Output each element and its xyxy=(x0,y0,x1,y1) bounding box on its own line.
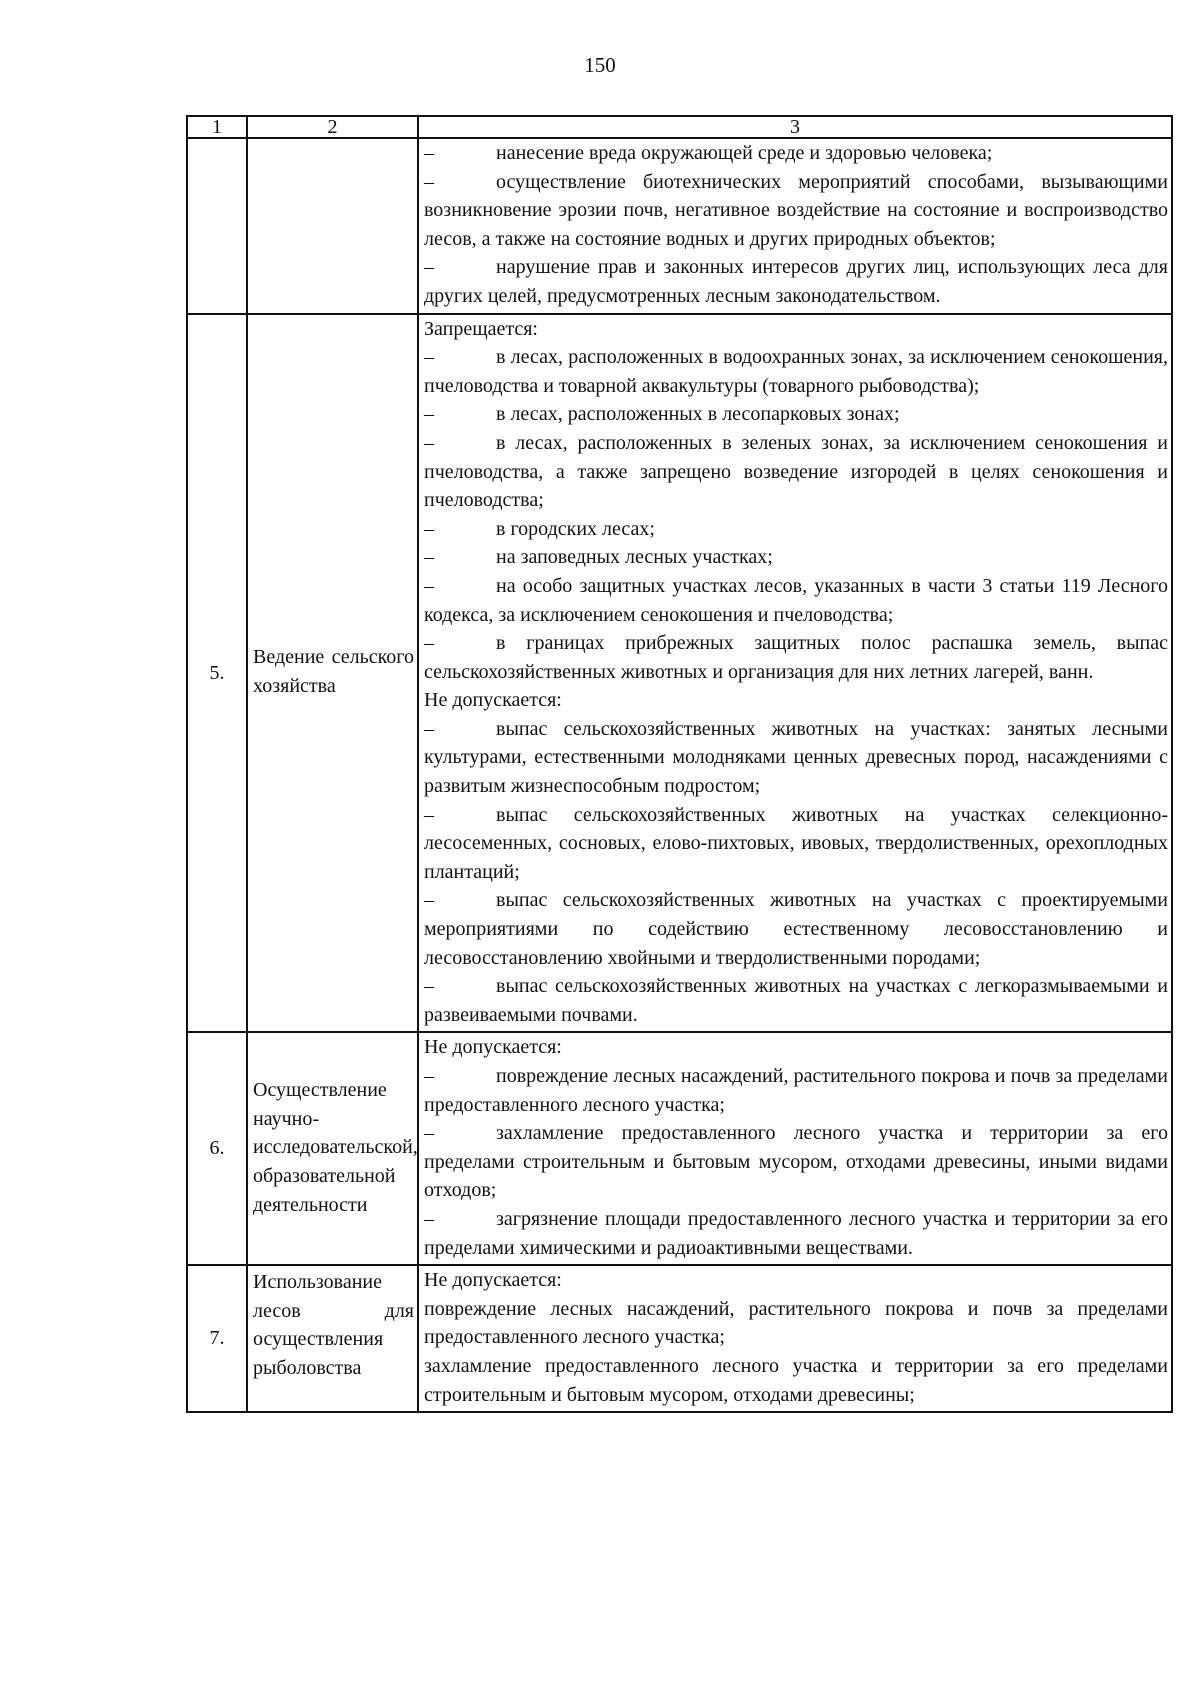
row-number xyxy=(187,138,247,314)
list-item-text: выпас сельскохозяйственных животных на участках: занятых лесными культурами, естественными молодняками ценных древесных пород, насаждениями с развитым жизнеспособным подростом; xyxy=(424,717,1168,798)
table-row xyxy=(187,1032,1172,1265)
list-item-text: выпас сельскохозяйственных животных на участках селекционно-лесосеменных, сосновых, елово-пихтовых, ивовых, твердолиственных, орехоплодных плантаций; xyxy=(424,803,1168,883)
list-item xyxy=(424,168,1168,254)
row-number: 6. xyxy=(187,1032,247,1265)
list-item xyxy=(424,1119,1168,1205)
header-col-2: 2 xyxy=(247,116,418,138)
dash-marker: – xyxy=(424,803,434,826)
list-item xyxy=(424,886,1168,972)
list-item-text: выпас сельскохозяйственных животных на участках с проектируемыми мероприятиями по содействию естественному лесовосстановлению и лесовосстановлению хвойными и твердолиственными породами; xyxy=(424,889,1168,969)
table-header-row xyxy=(187,116,1172,138)
table-row xyxy=(187,138,1172,314)
list-item xyxy=(424,253,1168,310)
dash-marker: – xyxy=(424,403,434,426)
dash-marker: – xyxy=(424,517,434,540)
dash-marker: – xyxy=(424,256,434,279)
list-item xyxy=(424,343,1168,400)
row-number: 7. xyxy=(187,1265,247,1412)
dash-marker: – xyxy=(424,431,434,454)
row-restrictions xyxy=(418,138,1172,314)
list-item xyxy=(424,1205,1168,1262)
list-item-text: на заповедных лесных участках; xyxy=(496,546,773,569)
dash-marker: – xyxy=(424,346,434,369)
list-item-text: повреждение лесных насаждений, растительного покрова и почв за пределами предоставленного лесного участка; xyxy=(424,1065,1168,1116)
row-activity: Использование лесов для осуществления рыболовства xyxy=(247,1265,418,1412)
dash-marker: – xyxy=(424,574,434,597)
list-item: повреждение лесных насаждений, растительного покрова и почв за пределами предоставленного лесного участка; xyxy=(424,1297,1168,1349)
header-col-1: 1 xyxy=(187,116,247,138)
section-heading: Не допускается: xyxy=(424,1269,562,1292)
regulations-table xyxy=(186,115,1173,1413)
list-item-text: выпас сельскохозяйственных животных на участках с легкоразмываемыми и развеиваемыми почвами. xyxy=(424,975,1168,1026)
dash-marker: – xyxy=(424,1122,434,1145)
dash-marker: – xyxy=(424,889,434,912)
list-item-text: в лесах, расположенных в лесопарковых зонах; xyxy=(496,403,900,426)
list-item xyxy=(424,972,1168,1029)
list-item-text: нанесение вреда окружающей среде и здоровью человека; xyxy=(496,142,993,164)
row-activity: Осуществление научно-исследовательской, образовательной деятельности xyxy=(247,1032,418,1265)
dash-marker: – xyxy=(424,170,434,193)
dash-marker: – xyxy=(424,142,434,164)
dash-marker: – xyxy=(424,1207,434,1230)
list-item xyxy=(424,400,1168,429)
list-item xyxy=(424,629,1168,686)
section-heading: Запрещается: xyxy=(424,317,538,340)
dash-marker: – xyxy=(424,975,434,998)
list-item xyxy=(424,543,1168,572)
list-item-text: нарушение прав и законных интересов других лиц, использующих леса для других целей, предусмотренных лесным законодательством. xyxy=(424,256,1168,307)
table-row xyxy=(187,1265,1172,1412)
row-restrictions xyxy=(418,1265,1172,1412)
dash-marker: – xyxy=(424,546,434,569)
dash-marker: – xyxy=(424,632,434,655)
list-item: захламление предоставленного лесного участка и территории за его пределами строительным и бытовым мусором, отходами древесины; xyxy=(424,1354,1168,1406)
row-restrictions xyxy=(418,1032,1172,1265)
section-heading: Не допускается: xyxy=(424,1036,562,1059)
list-item-text: в лесах, расположенных в водоохранных зонах, за исключением сенокошения, пчеловодства и товарной аквакультуры (товарного рыбоводства); xyxy=(424,346,1168,397)
list-item xyxy=(424,1062,1168,1119)
row-restrictions xyxy=(418,314,1172,1033)
list-item-text: загрязнение площади предоставленного лесного участка и территории за его пределами химическими и радиоактивными веществами. xyxy=(424,1207,1168,1259)
list-item xyxy=(424,572,1168,629)
list-item xyxy=(424,515,1168,544)
dash-marker: – xyxy=(424,1065,434,1087)
list-item xyxy=(424,801,1168,887)
row-activity xyxy=(247,138,418,314)
header-col-3: 3 xyxy=(418,116,1172,138)
list-item-text: захламление предоставленного лесного участка и территории за его пределами строительным и бытовым мусором, отходами древесины, иными видами отходов; xyxy=(424,1122,1168,1202)
list-item-text: на особо защитных участках лесов, указанных в части 3 статьи 119 Лесного кодекса, за исключением сенокошения и пчеловодства; xyxy=(424,574,1168,626)
row-number: 5. xyxy=(187,314,247,1033)
dash-marker: – xyxy=(424,717,434,740)
section-heading: Не допускается: xyxy=(424,689,562,712)
list-item-text: в границах прибрежных защитных полос распашка земель, выпас сельскохозяйственных животных и организация для них летних лагерей, ванн. xyxy=(424,632,1168,683)
table-row xyxy=(187,314,1172,1033)
list-item xyxy=(424,715,1168,801)
list-item-text: в городских лесах; xyxy=(496,517,655,540)
list-item-text: в лесах, расположенных в зеленых зонах, за исключением сенокошения и пчеловодства, а также запрещено возведение изгородей в целях сенокошения и пчеловодства; xyxy=(424,431,1168,512)
page-number: 150 xyxy=(584,53,616,77)
list-item xyxy=(424,139,1168,168)
list-item xyxy=(424,429,1168,515)
list-item-text: осуществление биотехнических мероприятий способами, вызывающими возникновение эрозии почв, негативное воздействие на состояние и воспроизводство лесов, а также на состояние водных и других природных объектов; xyxy=(424,170,1168,250)
row-activity: Ведение сельского хозяйства xyxy=(247,314,418,1033)
